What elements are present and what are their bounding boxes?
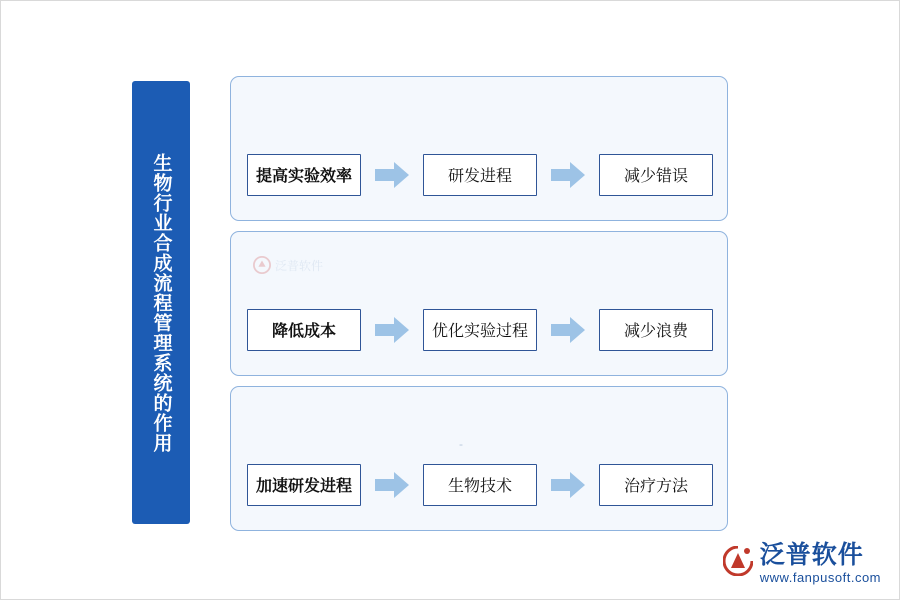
process-node[interactable]: 提高实验效率 [247, 154, 361, 196]
process-row-content [231, 387, 727, 530]
arrow-right-icon [375, 160, 409, 190]
process-row-panel [230, 76, 728, 221]
dash-marker: - [459, 437, 464, 451]
vertical-title-bar [132, 81, 190, 524]
arrow-right-icon [551, 315, 585, 345]
process-node[interactable]: 生物技术 [423, 464, 537, 506]
process-node[interactable]: 优化实验过程 [423, 309, 537, 351]
watermark-label: 泛普软件 [275, 258, 324, 273]
process-node[interactable]: 治疗方法 [599, 464, 713, 506]
process-row-panel [230, 231, 728, 376]
arrow-right-icon [375, 470, 409, 500]
process-node[interactable]: 研发进程 [423, 154, 537, 196]
brand-url: www.fanpusoft.com [759, 570, 881, 585]
brand-logo-icon [723, 546, 753, 576]
page-title: 生物行业合成流程管理系统的作用 [150, 152, 172, 453]
arrow-right-icon [551, 470, 585, 500]
brand-logo [723, 542, 881, 585]
process-row-content [231, 77, 727, 220]
process-node[interactable]: 减少错误 [599, 154, 713, 196]
process-node[interactable]: 降低成本 [247, 309, 361, 351]
process-node[interactable]: 加速研发进程 [247, 464, 361, 506]
process-row-panel [230, 386, 728, 531]
arrow-right-icon [551, 160, 585, 190]
brand-logo-text [760, 542, 881, 585]
arrow-right-icon [375, 315, 409, 345]
brand-name: 泛普软件 [759, 540, 864, 569]
process-node[interactable]: 减少浪费 [599, 309, 713, 351]
process-row-content [231, 232, 727, 375]
